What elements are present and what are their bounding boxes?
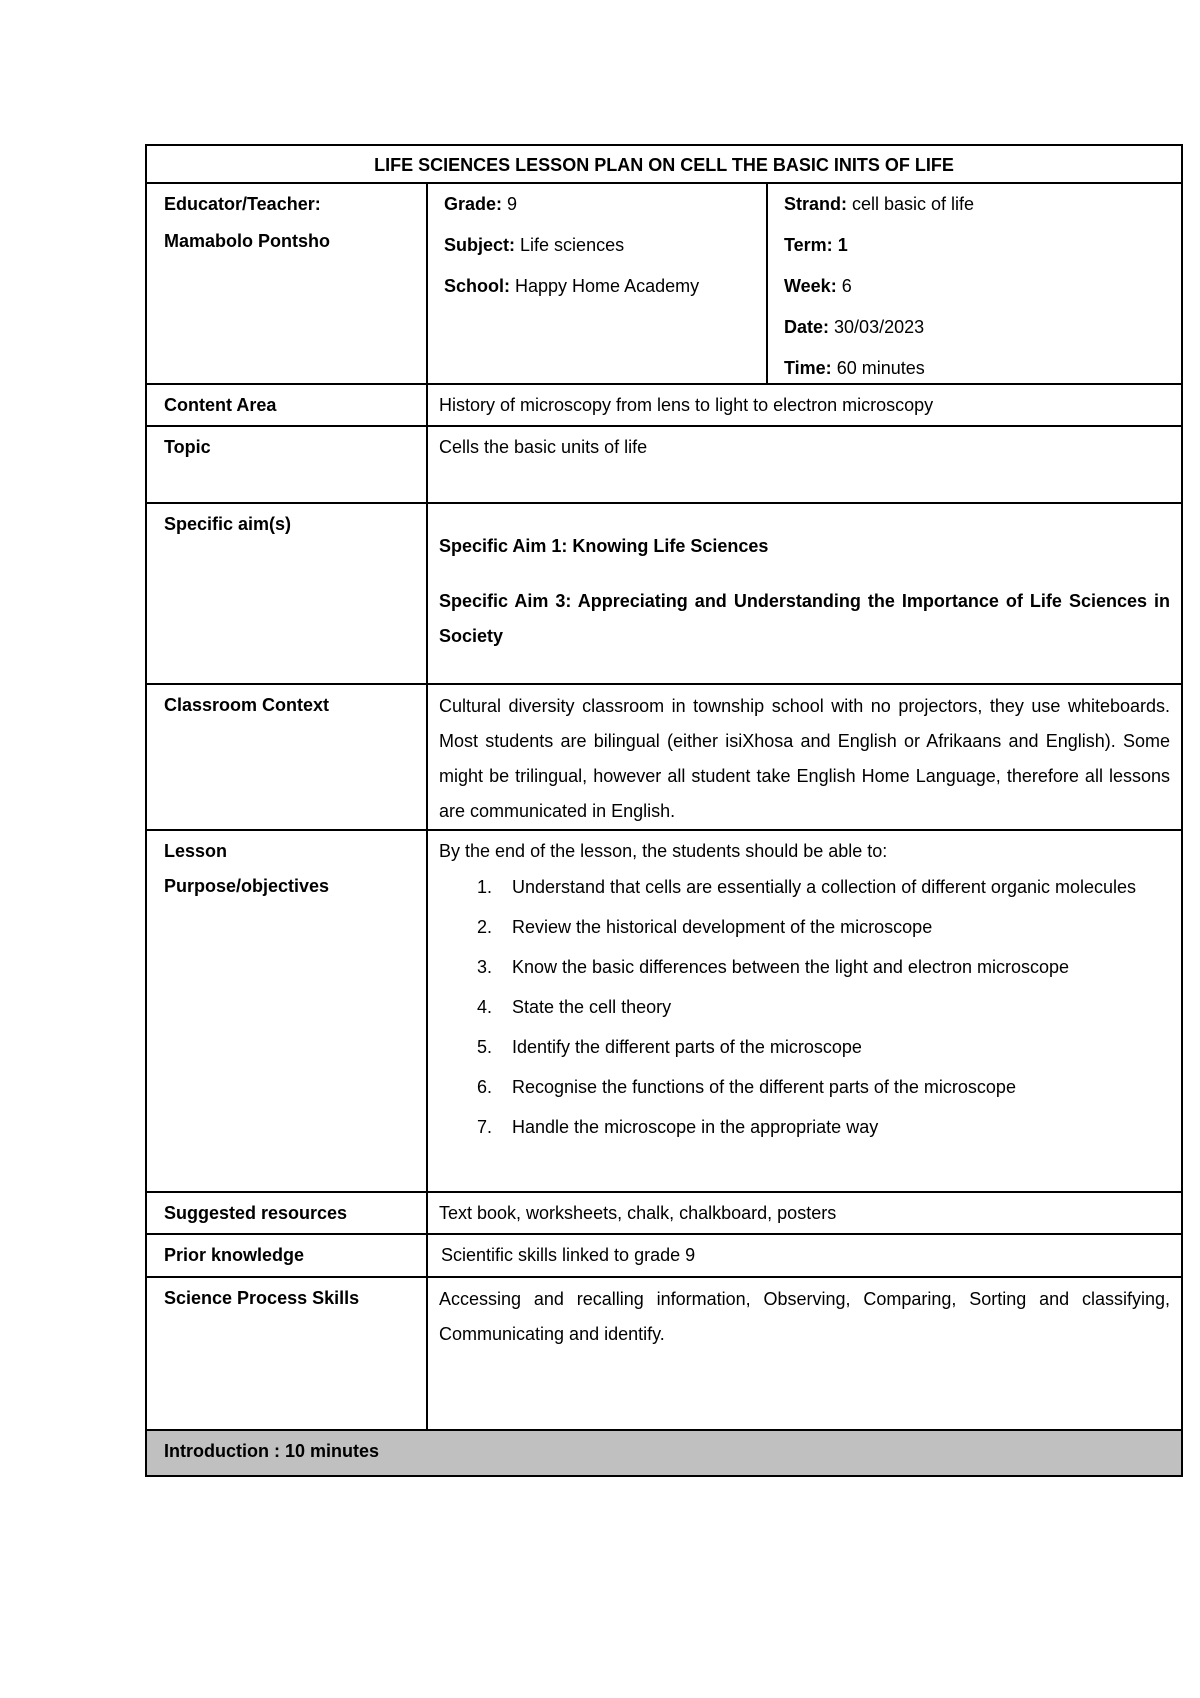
grade-field bbox=[444, 192, 755, 217]
list-item-text: Understand that cells are essentially a collection of different organic molecules bbox=[512, 877, 1137, 897]
lesson-plan-table bbox=[145, 144, 1183, 1477]
list-item-number: 6. bbox=[477, 1077, 493, 1097]
content-area-row bbox=[146, 384, 1182, 426]
time-label: Time: bbox=[784, 358, 832, 378]
objectives-label-line2: Purpose/objectives bbox=[164, 876, 330, 896]
objectives-row bbox=[146, 830, 1182, 1192]
prior-knowledge-value: Scientific skills linked to grade 9 bbox=[427, 1234, 1182, 1277]
page-title: LIFE SCIENCES LESSON PLAN ON CELL THE BASIC INITS OF LIFE bbox=[146, 145, 1182, 183]
week-field bbox=[784, 274, 1170, 299]
list-item bbox=[439, 1070, 1170, 1104]
process-skills-cell bbox=[427, 1277, 1182, 1430]
specific-aims-label: Specific aim(s) bbox=[146, 503, 427, 684]
content-area-value: History of microscopy from lens to light to electron microscopy bbox=[427, 384, 1182, 426]
process-skills-label: Science Process Skills bbox=[146, 1277, 427, 1430]
classroom-context-value: Cultural diversity classroom in township school with no projectors, they use whiteboards. Most students are bilingual (either isiXhosa and English or Afrikaans and English). Some might be trilingual, however all student take English Home Language, therefore all lessons are communicated in English. bbox=[439, 696, 1171, 821]
school-value: Happy Home Academy bbox=[515, 276, 700, 296]
educator-cell bbox=[146, 183, 427, 384]
strand-field bbox=[784, 192, 1170, 217]
list-item-text: Handle the microscope in the appropriate way bbox=[512, 1117, 879, 1137]
date-label: Date: bbox=[784, 317, 830, 337]
grade-label: Grade: bbox=[444, 194, 503, 214]
topic-label: Topic bbox=[146, 426, 427, 503]
subject-label: Subject: bbox=[444, 235, 516, 255]
objectives-label-cell bbox=[146, 830, 427, 1192]
resources-label: Suggested resources bbox=[146, 1192, 427, 1234]
list-item bbox=[439, 910, 1170, 944]
week-label: Week: bbox=[784, 276, 837, 296]
title-row bbox=[146, 145, 1182, 183]
subject-field bbox=[444, 233, 755, 258]
educator-name: Mamabolo Pontsho bbox=[164, 231, 330, 251]
term-field bbox=[784, 233, 1170, 258]
classroom-context-cell bbox=[427, 684, 1182, 830]
list-item-number: 4. bbox=[477, 997, 493, 1017]
resources-row bbox=[146, 1192, 1182, 1234]
resources-value: Text book, worksheets, chalk, chalkboard, posters bbox=[427, 1192, 1182, 1234]
list-item bbox=[439, 1110, 1170, 1144]
school-label: School: bbox=[444, 276, 510, 296]
list-item-text: Know the basic differences between the light and electron microscope bbox=[512, 957, 1069, 977]
school-field bbox=[444, 274, 755, 299]
objectives-list bbox=[439, 870, 1170, 1144]
subject-value: Life sciences bbox=[520, 235, 625, 255]
introduction-label: Introduction : 10 minutes bbox=[146, 1430, 1182, 1476]
introduction-row bbox=[146, 1430, 1182, 1476]
list-item-number: 2. bbox=[477, 917, 493, 937]
educator-label: Educator/Teacher: bbox=[164, 194, 321, 214]
process-skills-value: Accessing and recalling information, Observing, Comparing, Sorting and classifying, Communicating and identify. bbox=[439, 1289, 1171, 1344]
topic-row bbox=[146, 426, 1182, 503]
list-item-text: Recognise the functions of the different parts of the microscope bbox=[512, 1077, 1016, 1097]
list-item bbox=[439, 990, 1170, 1024]
list-item-number: 3. bbox=[477, 957, 493, 977]
classroom-context-row bbox=[146, 684, 1182, 830]
objectives-cell bbox=[427, 830, 1182, 1192]
specific-aims-row bbox=[146, 503, 1182, 684]
list-item-text: Identify the different parts of the microscope bbox=[512, 1037, 862, 1057]
list-item bbox=[439, 1030, 1170, 1064]
specific-aim-1: Specific Aim 1: Knowing Life Sciences bbox=[439, 536, 769, 556]
list-item-number: 7. bbox=[477, 1117, 493, 1137]
info-row bbox=[146, 183, 1182, 384]
specific-aim-3: Specific Aim 3: Appreciating and Understanding the Importance of Life Sciences in Society bbox=[439, 591, 1171, 646]
classroom-context-label: Classroom Context bbox=[146, 684, 427, 830]
objectives-label-line1: Lesson bbox=[164, 841, 228, 861]
schedule-info-cell bbox=[767, 183, 1182, 384]
term-value: 1 bbox=[837, 235, 848, 255]
date-value: 30/03/2023 bbox=[834, 317, 925, 337]
list-item-number: 1. bbox=[477, 877, 493, 897]
prior-knowledge-row bbox=[146, 1234, 1182, 1277]
time-field bbox=[784, 356, 1170, 381]
term-label: Term: bbox=[784, 235, 833, 255]
list-item bbox=[439, 950, 1170, 984]
list-item bbox=[439, 870, 1170, 904]
prior-knowledge-label: Prior knowledge bbox=[146, 1234, 427, 1277]
specific-aims-cell bbox=[427, 503, 1182, 684]
strand-label: Strand: bbox=[784, 194, 847, 214]
process-skills-row bbox=[146, 1277, 1182, 1430]
time-value: 60 minutes bbox=[836, 358, 925, 378]
date-field bbox=[784, 315, 1170, 340]
list-item-text: Review the historical development of the microscope bbox=[512, 917, 933, 937]
list-item-number: 5. bbox=[477, 1037, 493, 1057]
topic-value: Cells the basic units of life bbox=[427, 426, 1182, 503]
list-item-text: State the cell theory bbox=[512, 997, 672, 1017]
week-value: 6 bbox=[841, 276, 852, 296]
class-info-cell bbox=[427, 183, 767, 384]
objectives-intro: By the end of the lesson, the students should be able to: bbox=[439, 841, 888, 861]
strand-value: cell basic of life bbox=[852, 194, 975, 214]
content-area-label: Content Area bbox=[146, 384, 427, 426]
grade-value: 9 bbox=[507, 194, 518, 214]
